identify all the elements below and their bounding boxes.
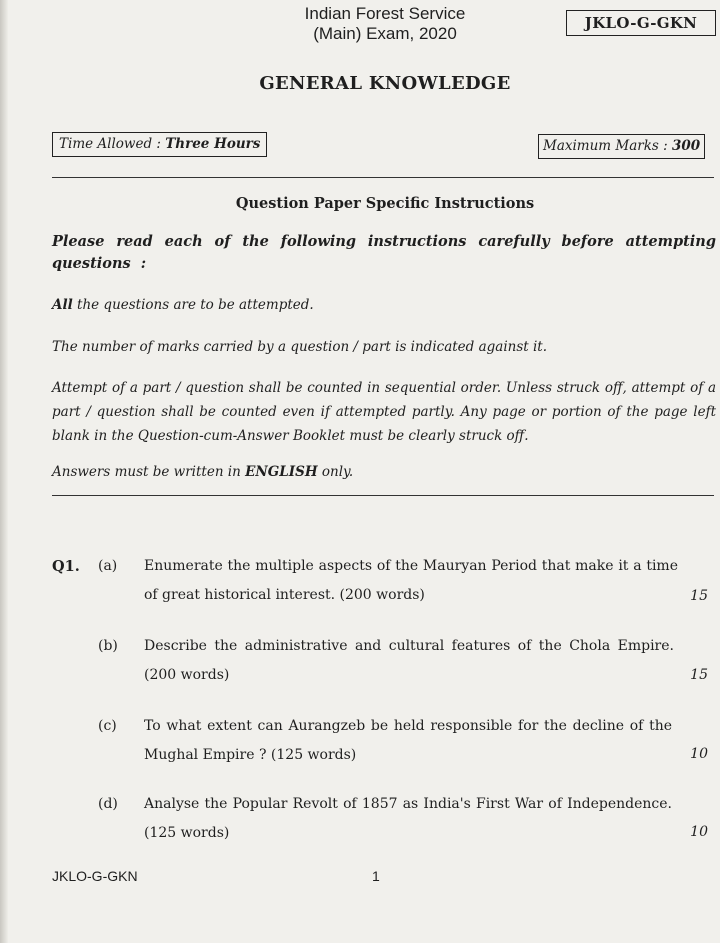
instruction-marks: The number of marks carried by a question / part is indicated against it.	[52, 339, 548, 355]
service-name: Indian Forest Service	[304, 4, 466, 23]
question-number: Q1.	[52, 558, 80, 575]
instruction-language-prefix: Answers must be written in	[52, 464, 246, 480]
instruction-sequential: Attempt of a part / question shall be counted in sequential order. Unless struck off, attempt of a part / question shall be counted even if attempted partly. Any page or portion of the page left blank in the Question-cum-Answer Booklet must be clearly struck off.	[52, 380, 716, 444]
question-part-label: (b)	[98, 638, 118, 654]
question-part-marks: 10	[690, 824, 708, 840]
page-edge	[0, 0, 8, 943]
divider	[52, 177, 714, 178]
exam-header	[280, 4, 490, 44]
maximum-marks-box	[538, 134, 705, 159]
instructions-lead: Please read each of the following instructions carefully before attempting questions :	[52, 233, 716, 272]
question-part-text: Analyse the Popular Revolt of 1857 as India's First War of Independence. (125 words)	[144, 796, 672, 841]
paper-code-box: JKLO-G-GKN	[566, 10, 716, 36]
page-number: 1	[372, 868, 380, 884]
instruction-language-bold: ENGLISH	[245, 464, 318, 480]
instruction-all-rest: the questions are to be attempted.	[72, 297, 314, 313]
exam-name: (Main) Exam, 2020	[313, 24, 457, 43]
question-part-marks: 10	[690, 746, 708, 762]
maximum-marks-label: Maximum Marks :	[543, 138, 672, 154]
instruction-language-suffix: only.	[317, 464, 354, 480]
divider	[52, 495, 714, 496]
question-part-label: (d)	[98, 796, 118, 812]
question-part-text: Enumerate the multiple aspects of the Mauryan Period that make it a time of great historical interest. (200 words)	[144, 558, 678, 603]
instruction-all-prefix: All	[52, 297, 73, 313]
question-part-text: To what extent can Aurangzeb be held responsible for the decline of the Mughal Empire ? (125 words)	[144, 718, 672, 763]
maximum-marks-value: 300	[671, 138, 701, 154]
footer-paper-code: JKLO-G-GKN	[52, 868, 138, 884]
instruction-all	[52, 294, 716, 316]
question-part-text: Describe the administrative and cultural features of the Chola Empire. (200 words)	[144, 638, 674, 683]
instructions-heading: Question Paper Specific Instructions	[235, 195, 535, 212]
time-allowed-label: Time Allowed :	[59, 136, 166, 152]
question-part-label: (c)	[98, 718, 117, 734]
instruction-language	[52, 461, 716, 483]
time-allowed-box	[52, 132, 267, 157]
question-part-marks: 15	[690, 667, 708, 683]
question-part-marks: 15	[690, 588, 708, 604]
paper-title: GENERAL KNOWLEDGE	[259, 73, 511, 94]
question-part-label: (a)	[98, 558, 118, 574]
time-allowed-value: Three Hours	[165, 136, 261, 152]
